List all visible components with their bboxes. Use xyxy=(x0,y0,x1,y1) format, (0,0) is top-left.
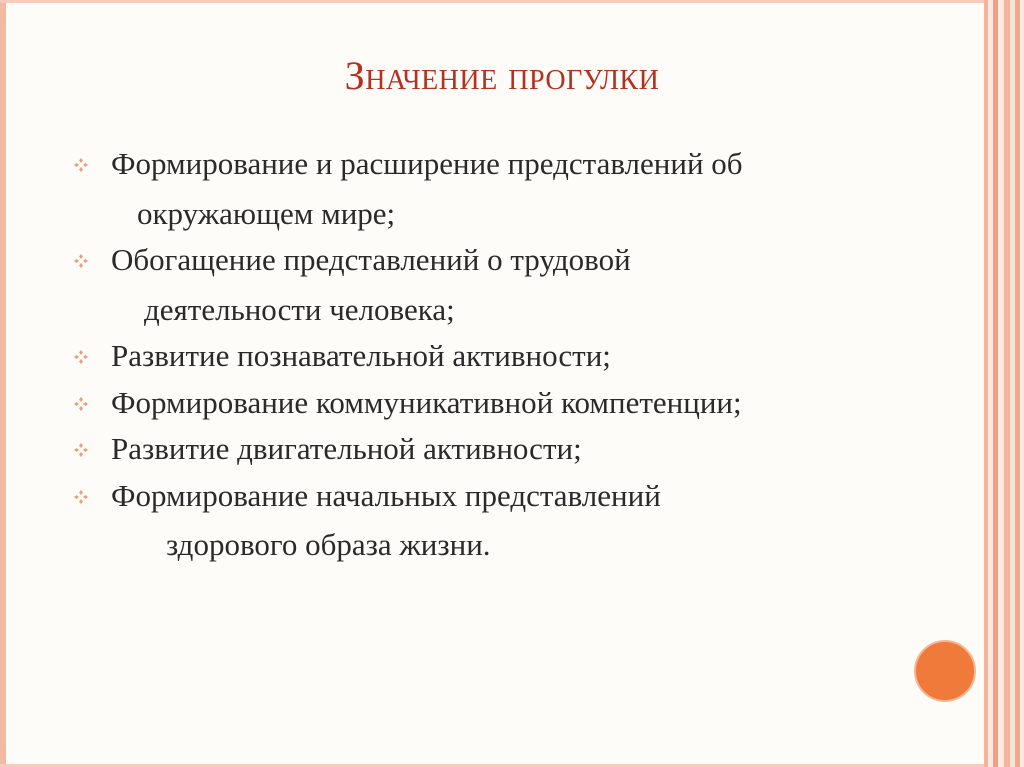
bullet-item xyxy=(74,148,954,230)
four-diamond-bullet-icon xyxy=(74,350,88,364)
bullet-item xyxy=(74,477,954,563)
four-diamond-bullet-icon xyxy=(74,443,88,457)
top-border xyxy=(0,0,985,3)
orange-circle-decoration xyxy=(914,640,976,702)
bullet-item xyxy=(74,340,954,373)
bullet-text: Формирование коммуникативной компетенции; xyxy=(111,384,742,420)
right-stripes-decoration xyxy=(984,0,1024,767)
bullet-text: Развитие познавательной активности; xyxy=(111,338,611,374)
left-border xyxy=(0,0,6,767)
bullet-item xyxy=(74,384,954,420)
bullet-text: Обогащение представлений о трудовой xyxy=(111,242,631,278)
bullet-text-continuation: деятельности человека; xyxy=(144,291,455,327)
slide-title-text: Значение прогулки xyxy=(344,53,660,98)
bullet-text-continuation: здорового образа жизни. xyxy=(166,527,491,563)
bullet-list xyxy=(74,148,954,576)
four-diamond-bullet-icon xyxy=(74,490,88,504)
bullet-item xyxy=(74,433,954,466)
bullet-item xyxy=(74,244,954,326)
bullet-text: Развитие двигательной активности; xyxy=(111,431,582,467)
four-diamond-bullet-icon xyxy=(74,158,88,172)
four-diamond-bullet-icon xyxy=(74,397,88,411)
bullet-text: Формирование начальных представлений xyxy=(111,477,661,513)
bullet-text: Формирование и расширение представлений об xyxy=(111,146,743,181)
four-diamond-bullet-icon xyxy=(74,254,88,268)
bullet-text-continuation: окружающем мире; xyxy=(137,195,396,231)
slide-title xyxy=(0,52,1024,99)
